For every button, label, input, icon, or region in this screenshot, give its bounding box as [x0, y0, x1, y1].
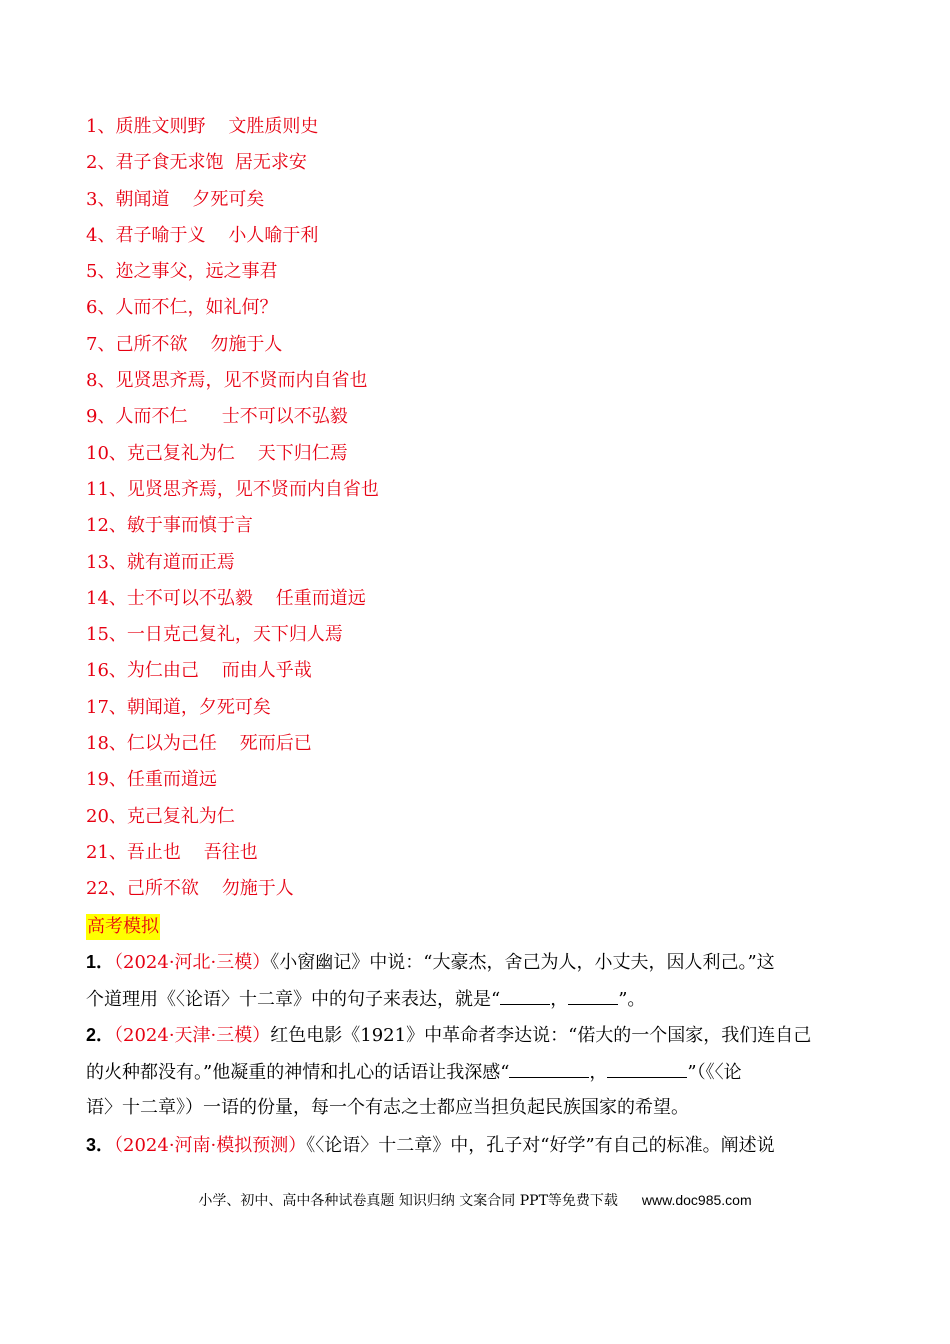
question-source: （2024·河北·三模）: [114, 952, 271, 973]
question-text: 《〈论语〉十二章》中，孔子对“好学”有自己的标准。阐述说: [306, 1134, 775, 1156]
question-text: 红色电影《1921》中革命者李达说：“偌大的一个国家，我们连自己: [270, 1025, 812, 1047]
answer-line: 17、朝闻道，夕死可矣: [86, 696, 271, 718]
answer-line: 16、为仁由己 而由人乎哉: [86, 660, 312, 682]
answer-line: 13、就有道而正焉: [86, 551, 235, 573]
answer-line: 20、克己复礼为仁: [86, 805, 235, 827]
page-footer: [0, 1190, 950, 1211]
answer-blank: [509, 1057, 589, 1078]
question-number: 1．: [86, 952, 115, 972]
answer-line: 1、质胜文则野 文胜质则史: [86, 116, 319, 137]
question-text: ，: [589, 1061, 608, 1083]
answer-line: 18、仁以为己任 死而后已: [86, 733, 312, 755]
answer-line: 7、己所不欲 勿施于人: [86, 333, 283, 355]
answer-line: 6、人而不仁，如礼何？: [86, 297, 278, 319]
answer-line: 19、任重而道远: [86, 769, 217, 791]
answer-line: 12、敏于事而慎于言: [86, 515, 253, 537]
answer-line: 4、君子喻于义 小人喻于利: [86, 224, 319, 246]
answer-blank: [500, 984, 550, 1005]
question-source: （2024·天津·三模）: [114, 1025, 271, 1047]
question-text: 个道理用《〈论语〉十二章》中的句子来表达，就是“: [86, 988, 501, 1010]
answer-line: 22、己所不欲 勿施于人: [86, 878, 294, 900]
question-text: ”。: [618, 988, 646, 1010]
question-text: 的火种都没有。”他凝重的神情和扎心的话语让我深感“: [86, 1061, 510, 1083]
section-heading: 高考模拟: [86, 914, 160, 940]
answer-line: 8、见贤思齐焉，见不贤而内自省也: [86, 370, 368, 392]
footer-site-link[interactable]: www.doc985.com: [641, 1192, 752, 1208]
answer-list: [86, 113, 866, 912]
answer-line: 9、人而不仁 士不可以不弘毅: [86, 406, 348, 428]
question-text: 《小窗幽记》中说：“大豪杰，舍己为人，小丈夫，因人利己。”这: [270, 952, 775, 973]
answer-line: 3、朝闻道 夕死可矣: [86, 188, 265, 210]
question-text: ，: [550, 988, 569, 1010]
question-text: 语〉十二章》）一语的份量，每一个有志之士都应当担负起民族国家的希望。: [86, 1097, 689, 1119]
question-number: 3．: [86, 1134, 115, 1155]
question-1-line-1: [86, 947, 864, 984]
question-number: 2．: [86, 1025, 115, 1046]
answer-line: 11、见贤思齐焉，见不贤而内自省也: [86, 478, 379, 500]
answer-line: 14、士不可以不弘毅 任重而道远: [86, 587, 366, 609]
question-2-line-1: [86, 1020, 864, 1057]
question-2-line-3: [86, 1093, 864, 1130]
footer-text: 小学、初中、高中各种试卷真题 知识归纳 文案合同 PPT等免费下载: [198, 1193, 618, 1209]
question-source: （2024·河南·模拟预测）: [114, 1134, 307, 1156]
question-1-line-2: [86, 984, 864, 1021]
answer-blank: [607, 1057, 687, 1078]
answer-blank: [568, 984, 618, 1005]
question-3-line-1: [86, 1130, 864, 1167]
answer-line: 10、克己复礼为仁 天下归仁焉: [86, 442, 348, 464]
question-list: [86, 947, 864, 1167]
answer-line: 2、君子食无求饱 居无求安: [86, 152, 307, 174]
answer-line: 21、吾止也 吾往也: [86, 841, 258, 863]
question-text: ”（《〈论: [687, 1061, 742, 1083]
answer-line: 15、一日克己复礼，天下归人焉: [86, 624, 343, 646]
question-2-line-2: [86, 1057, 864, 1094]
answer-line: 5、迩之事父，远之事君: [86, 261, 278, 283]
